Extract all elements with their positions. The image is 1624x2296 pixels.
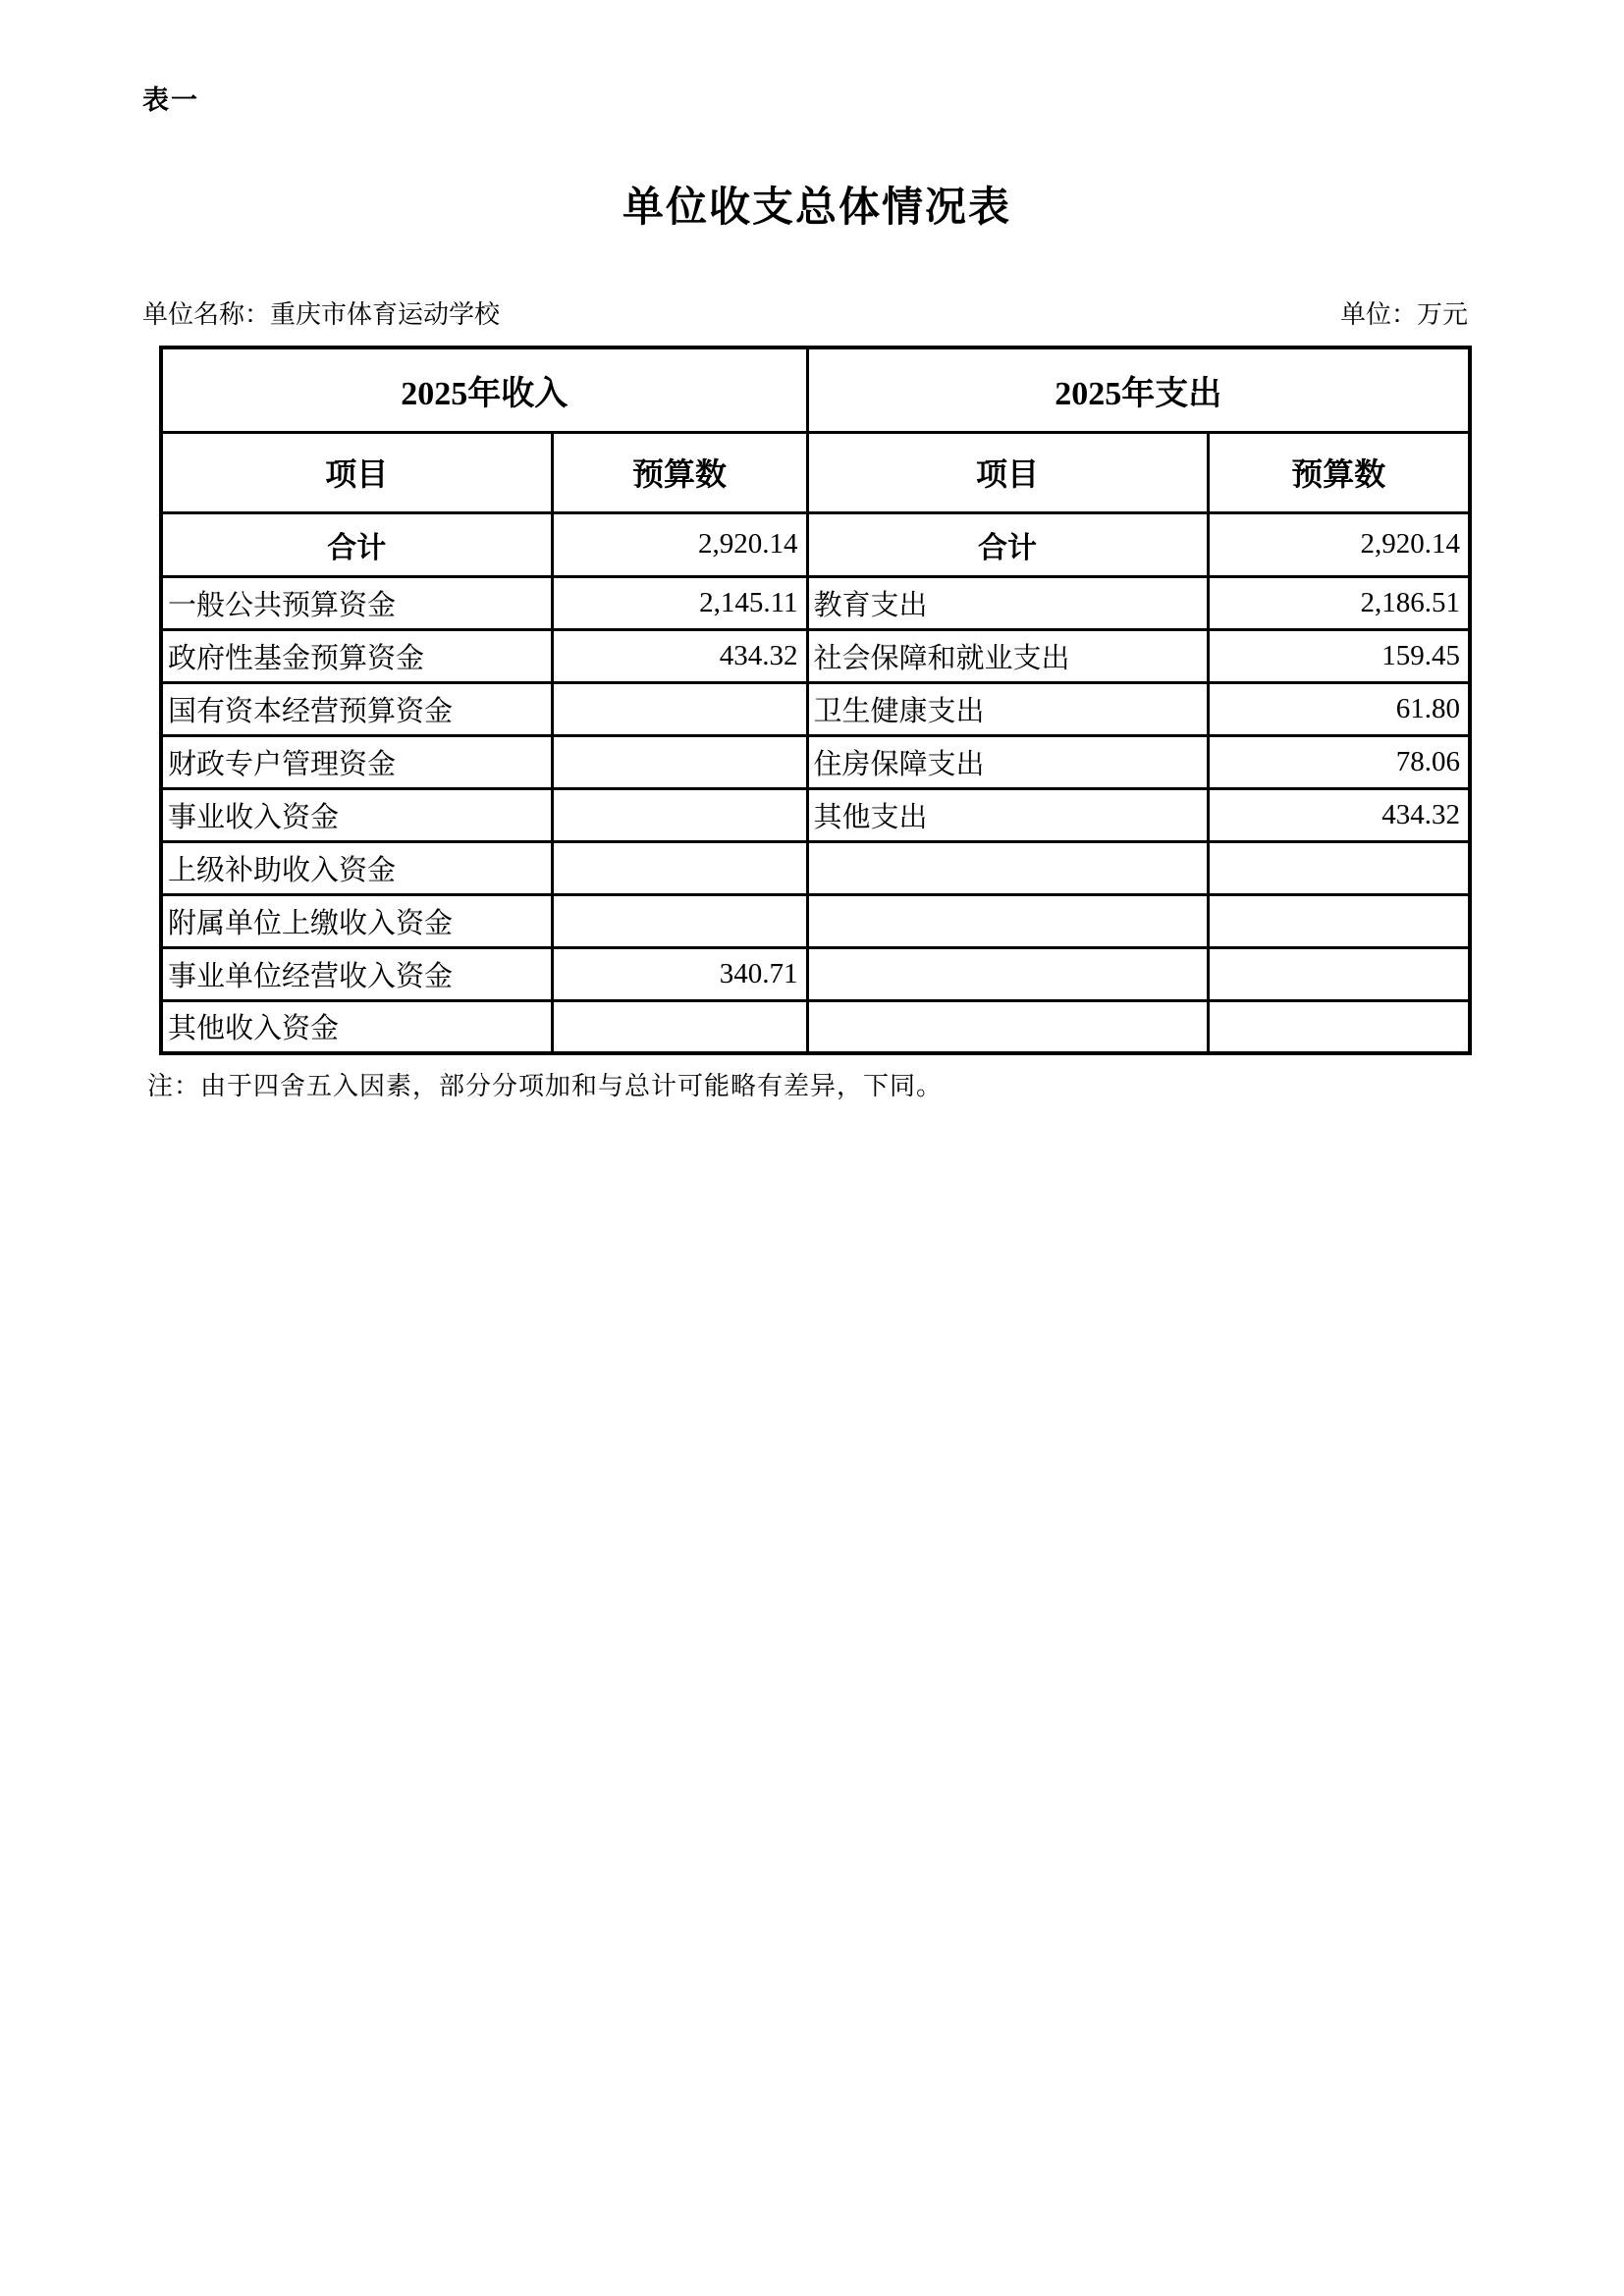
expense-item-cell: 合计 [807, 512, 1208, 576]
expense-item-column-header: 项目 [807, 432, 1208, 512]
table-row [161, 629, 1470, 682]
table-row [161, 576, 1470, 629]
income-value-cell: 340.71 [552, 947, 807, 1000]
income-item-cell: 国有资本经营预算资金 [161, 682, 552, 735]
unit-name-label: 单位名称：重庆市体育运动学校 [142, 300, 501, 329]
income-item-cell: 上级补助收入资金 [161, 841, 552, 894]
table-row [161, 682, 1470, 735]
expense-item-cell [807, 1000, 1208, 1053]
income-year-header: 2025年收入 [161, 347, 807, 432]
income-item-cell: 政府性基金预算资金 [161, 629, 552, 682]
income-item-cell: 事业收入资金 [161, 788, 552, 841]
income-value-cell: 2,145.11 [552, 576, 807, 629]
expense-item-cell: 其他支出 [807, 788, 1208, 841]
expense-item-cell [807, 947, 1208, 1000]
unit-measure-label: 单位：万元 [1339, 300, 1468, 329]
income-value-cell [552, 682, 807, 735]
table-row [161, 947, 1470, 1000]
income-value-cell [552, 735, 807, 788]
budget-table-body [161, 512, 1470, 1053]
expense-item-cell: 社会保障和就业支出 [807, 629, 1208, 682]
table-row [161, 894, 1470, 947]
table-row [161, 788, 1470, 841]
expense-value-cell: 2,186.51 [1208, 576, 1470, 629]
expense-item-cell: 卫生健康支出 [807, 682, 1208, 735]
expense-value-cell: 434.32 [1208, 788, 1470, 841]
income-item-cell: 合计 [161, 512, 552, 576]
expense-item-cell [807, 894, 1208, 947]
expense-item-cell [807, 841, 1208, 894]
table-row [161, 841, 1470, 894]
income-value-cell: 434.32 [552, 629, 807, 682]
table-row [161, 735, 1470, 788]
income-item-column-header: 项目 [161, 432, 552, 512]
income-value-cell: 2,920.14 [552, 512, 807, 576]
income-item-cell: 事业单位经营收入资金 [161, 947, 552, 1000]
table-row [161, 1000, 1470, 1053]
expense-value-cell [1208, 947, 1470, 1000]
income-item-cell: 附属单位上缴收入资金 [161, 894, 552, 947]
income-value-cell [552, 1000, 807, 1053]
income-value-cell [552, 841, 807, 894]
expense-value-cell: 159.45 [1208, 629, 1470, 682]
table-meta-row [142, 294, 1468, 331]
income-item-cell: 一般公共预算资金 [161, 576, 552, 629]
year-header-row [161, 347, 1470, 432]
expense-item-cell: 教育支出 [807, 576, 1208, 629]
expense-value-cell: 78.06 [1208, 735, 1470, 788]
income-budget-column-header: 预算数 [552, 432, 807, 512]
total-row [161, 512, 1470, 576]
income-item-cell: 其他收入资金 [161, 1000, 552, 1053]
budget-summary-table [159, 346, 1472, 1055]
expense-value-cell [1208, 1000, 1470, 1053]
column-header-row [161, 432, 1470, 512]
income-value-cell [552, 788, 807, 841]
expense-value-cell: 61.80 [1208, 682, 1470, 735]
expense-value-cell: 2,920.14 [1208, 512, 1470, 576]
expense-value-cell [1208, 894, 1470, 947]
expense-year-header: 2025年支出 [807, 347, 1470, 432]
income-value-cell [552, 894, 807, 947]
footnote: 注：由于四舍五入因素，部分分项加和与总计可能略有差异，下同。 [147, 1072, 944, 1100]
expense-item-cell: 住房保障支出 [807, 735, 1208, 788]
expense-budget-column-header: 预算数 [1208, 432, 1470, 512]
table-number-label: 表一 [142, 85, 199, 115]
page-title: 单位收支总体情况表 [622, 186, 1011, 231]
income-item-cell: 财政专户管理资金 [161, 735, 552, 788]
expense-value-cell [1208, 841, 1470, 894]
